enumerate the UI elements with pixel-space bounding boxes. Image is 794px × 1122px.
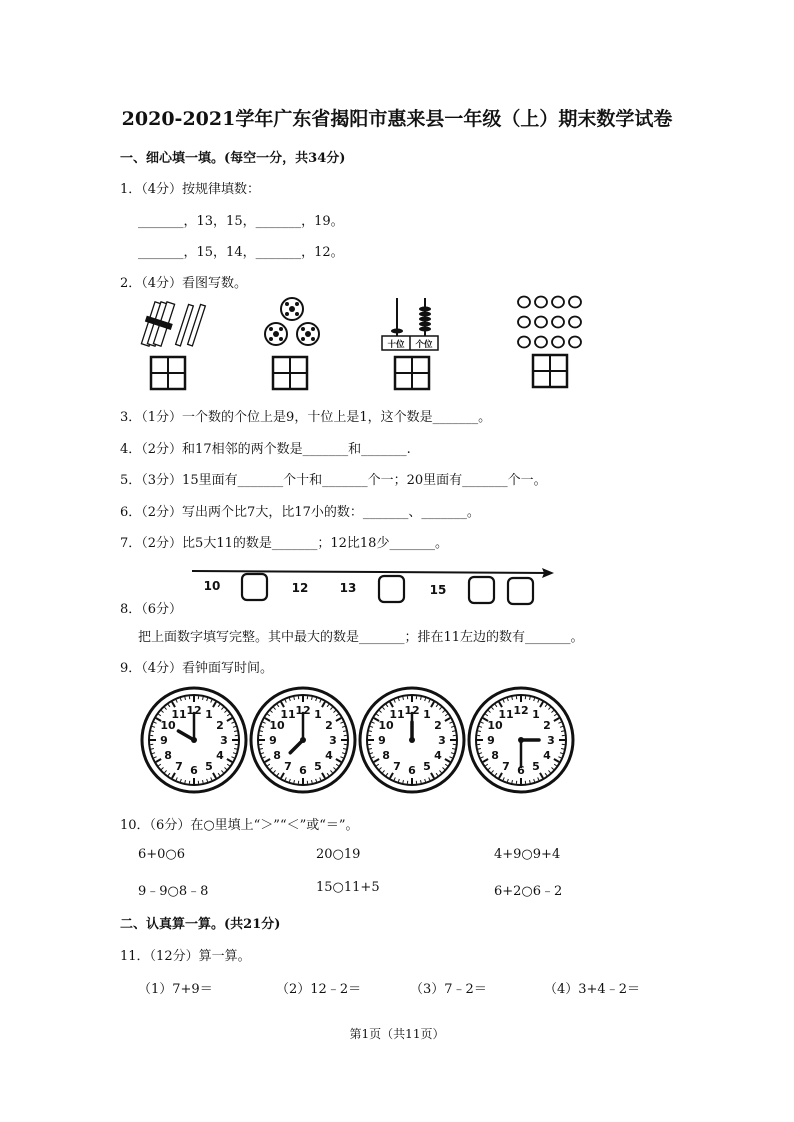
clock-center <box>191 737 197 743</box>
clock-number: 4 <box>434 749 442 762</box>
question-2-stem: 2．（4分）看图写数。 <box>120 276 248 291</box>
clock-number: 9 <box>487 734 495 747</box>
question-6: 6．（2分）写出两个比7大，比17小的数：_______、_______。 <box>120 505 480 520</box>
clock-number: 12 <box>513 704 529 717</box>
clock-tick <box>260 731 263 732</box>
clock-number: 1 <box>314 708 322 722</box>
clock-number: 9 <box>269 734 277 747</box>
clock-number: 2 <box>543 719 551 732</box>
page-footer: 第1页（共11页） <box>349 1027 445 1041</box>
question-8-stem: 8．（6分） <box>120 602 183 617</box>
clock-tick <box>151 749 154 750</box>
abacus-label-ones: 个位 <box>415 340 433 350</box>
clock-number: 6 <box>190 764 198 777</box>
section-heading-2: 二、认真算一算。(共21分) <box>120 917 281 932</box>
question-8-text: 把上面数字填写完整。其中最大的数是_______；排在11左边的数有_______。 <box>138 630 584 645</box>
clock-number: 3 <box>438 734 446 747</box>
number-line <box>190 562 556 608</box>
clock-number: 11 <box>280 708 296 722</box>
clock-number: 2 <box>325 719 333 732</box>
clock-number: 4 <box>543 749 551 762</box>
clock-tick <box>203 780 204 783</box>
clock-number: 1 <box>532 708 540 722</box>
clock-tick <box>343 749 346 750</box>
clock-tick <box>403 780 404 783</box>
clock-tick <box>452 749 455 750</box>
clock-tick <box>294 780 295 783</box>
clock-tick <box>452 731 455 732</box>
clock-number: 5 <box>423 759 431 773</box>
clock-number: 7 <box>284 759 292 773</box>
answer-box-4 <box>532 354 568 388</box>
answer-box-1 <box>150 356 186 390</box>
question-1-row-2: _______，15，14，_______，12。 <box>138 245 344 260</box>
abacus-label-tens: 十位 <box>387 340 405 350</box>
compare-item: 15○11+5 <box>316 880 380 895</box>
clock-tick <box>530 697 531 700</box>
clock-tick <box>185 697 186 700</box>
clock-number: 5 <box>314 759 322 773</box>
clock-number: 3 <box>329 734 337 747</box>
clock-tick <box>312 780 313 783</box>
question-5: 5．（3分）15里面有_______个十和_______个一；20里面有_______个一。 <box>120 473 547 488</box>
clock-tick <box>260 749 263 750</box>
clock-number: 10 <box>378 719 394 732</box>
calc-item: （4）3+4﹣2＝ <box>544 982 640 997</box>
compare-item: 4+9○9+4 <box>494 847 561 862</box>
clock-tick <box>478 749 481 750</box>
compare-item: 9﹣9○8﹣8 <box>138 884 209 899</box>
clock-number: 12 <box>186 704 202 717</box>
clock-number: 11 <box>389 708 405 722</box>
page-title: 2020-2021学年广东省揭阳市惠来县一年级（上）期末数学试卷 <box>121 108 673 130</box>
clock-number: 8 <box>382 749 390 762</box>
calc-item: （2）12﹣2＝ <box>276 982 362 997</box>
clock-tick <box>478 731 481 732</box>
compare-item: 6+2○6﹣2 <box>494 884 563 899</box>
answer-box-2 <box>272 356 308 390</box>
clock-number: 10 <box>160 719 176 732</box>
sticks-bundle-image <box>138 300 208 350</box>
question-3: 3．（1分）一个数的个位上是9，十位上是1，这个数是_______。 <box>120 410 492 425</box>
clock-tick <box>312 697 313 700</box>
clock-number: 3 <box>220 734 228 747</box>
clock-number: 8 <box>491 749 499 762</box>
clock-number: 11 <box>498 708 514 722</box>
clock-number: 11 <box>171 708 187 722</box>
clock-number: 12 <box>404 704 420 717</box>
clock-tick <box>421 780 422 783</box>
clock-tick <box>403 697 404 700</box>
clock-tick <box>561 749 564 750</box>
clock-tick <box>234 731 237 732</box>
compare-item: 6+0○6 <box>138 847 186 862</box>
question-4: 4．（2分）和17相邻的两个数是_______和_______. <box>120 442 411 457</box>
clock-number: 6 <box>517 764 525 777</box>
clock-number: 7 <box>393 759 401 773</box>
clock-tick <box>561 731 564 732</box>
circles-image <box>516 294 586 352</box>
clock-number: 7 <box>175 759 183 773</box>
clock-faces <box>140 684 590 796</box>
clock-number: 5 <box>205 759 213 773</box>
section-heading-1: 一、细心填一填。(每空一分，共34分) <box>120 151 346 166</box>
clock-tick <box>421 697 422 700</box>
question-1-row-1: _______，13，15，_______，19。 <box>138 214 344 229</box>
balls-image <box>262 296 322 350</box>
clock-tick <box>369 731 372 732</box>
clock-center <box>300 737 306 743</box>
clock-number: 3 <box>547 734 555 747</box>
clock-tick <box>234 749 237 750</box>
clock-center <box>518 737 524 743</box>
clock-tick <box>203 697 204 700</box>
clock-number: 8 <box>164 749 172 762</box>
compare-item: 20○19 <box>316 847 361 862</box>
clock-number: 9 <box>378 734 386 747</box>
clock-number: 6 <box>408 764 416 777</box>
clock-number: 7 <box>502 759 510 773</box>
number-line-label: 15 <box>429 583 447 597</box>
question-11-stem: 11．（12分）算一算。 <box>120 949 251 964</box>
clock-number: 4 <box>216 749 224 762</box>
abacus-image <box>380 296 440 354</box>
calc-item: （1）7+9＝ <box>138 982 213 997</box>
question-10-stem: 10．（6分）在○里填上“＞”“＜”或“＝”。 <box>120 818 359 833</box>
clock-number: 5 <box>532 759 540 773</box>
answer-box-3 <box>394 356 430 390</box>
clock-number: 10 <box>269 719 285 732</box>
clock-number: 9 <box>160 734 168 747</box>
clock-number: 8 <box>273 749 281 762</box>
clock-tick <box>530 780 531 783</box>
calc-item: （3）7﹣2＝ <box>410 982 487 997</box>
clock-center <box>409 737 415 743</box>
clock-tick <box>512 780 513 783</box>
clock-tick <box>343 731 346 732</box>
number-line-label: 13 <box>339 581 357 595</box>
number-line-label: 12 <box>291 581 309 595</box>
number-line-label: 10 <box>203 579 221 593</box>
clock-number: 2 <box>434 719 442 732</box>
clock-tick <box>512 697 513 700</box>
clock-tick <box>294 697 295 700</box>
question-9-stem: 9．（4分）看钟面写时间。 <box>120 661 274 676</box>
clock-number: 4 <box>325 749 333 762</box>
question-7: 7．（2分）比5大11的数是_______；12比18少_______。 <box>120 536 448 551</box>
question-1-stem: 1．（4分）按规律填数： <box>120 182 261 197</box>
clock-number: 1 <box>423 708 431 722</box>
clock-number: 10 <box>487 719 503 732</box>
clock-tick <box>151 731 154 732</box>
clock-tick <box>185 780 186 783</box>
clock-tick <box>369 749 372 750</box>
clock-number: 1 <box>205 708 213 722</box>
clock-number: 2 <box>216 719 224 732</box>
clock-number: 6 <box>299 764 307 777</box>
clock-number: 12 <box>295 704 311 717</box>
